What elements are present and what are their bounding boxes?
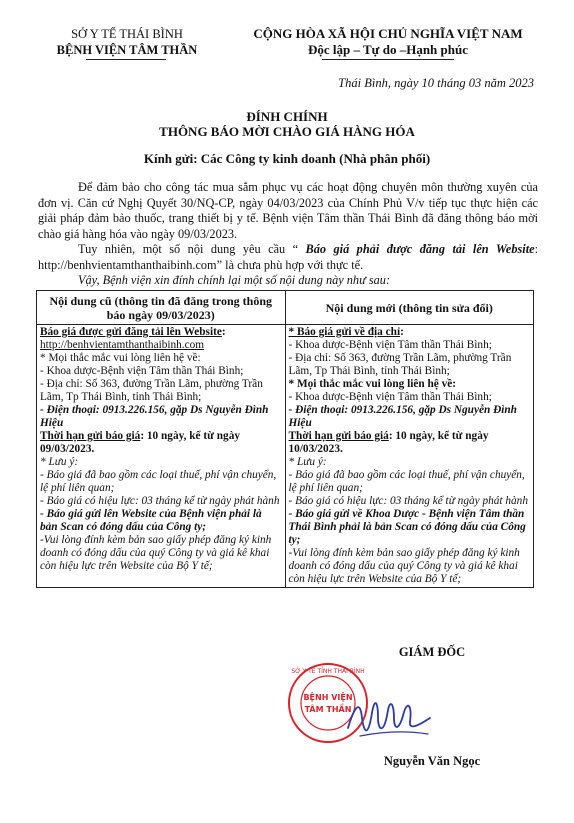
old-line-4: - Khoa dược-Bệnh viện Tâm thần Thái Bình; (40, 365, 244, 377)
new-line-1b: : (400, 326, 404, 338)
new-line-5: - Khoa dược-Bệnh viện Tâm thần Thái Bình; (288, 391, 492, 403)
old-line-3: * Mọi thắc mắc vui lòng liên hệ về: (40, 352, 201, 364)
signatory-title: GIÁM ĐỐC (398, 645, 466, 659)
table-row (37, 325, 534, 588)
new-line-7b: : 10 ngày, kể từ ngày 10/03/2023. (288, 430, 489, 455)
stamp-text-2: TÂM THẦN (304, 705, 352, 714)
document-title: ĐÍNH CHÍNH (246, 109, 328, 124)
addressee: Kính gửi: Các Công ty kinh doanh (Nhà phân phối) (143, 151, 431, 166)
paragraph-3-text: Vậy, Bệnh viện xin đính chính lại một số nội dung này như sau: (78, 273, 391, 287)
paragraph-2-link: : http://benhvientamthanthaibinh.com” (38, 242, 538, 272)
new-line-9: - Báo giá đã bao gồm các loại thuế, phí vận chuyển, lệ phí liên quan; (288, 469, 525, 494)
new-line-6: - Điện thoại: 0913.226.156, gặp Ds Nguyễn Đình Hiệu (288, 404, 517, 429)
old-content-cell (37, 325, 286, 588)
new-line-8: * Lưu ý: (288, 456, 327, 468)
old-line-11: - Báo giá gửi lên Website của Bệnh viện phải là bản Scan có đóng dấu của Công ty; (40, 508, 262, 533)
old-line-9: - Báo giá đã bao gồm các loại thuế, phí vận chuyển, lệ phí liên quan; (40, 469, 277, 494)
new-line-2: - Khoa dược-Bệnh viện Tâm thần Thái Bình; (288, 339, 492, 351)
old-line-12: -Vui lòng đính kèm bản sao giấy phép đăng ký kinh doanh có đóng dấu của quý Công ty và giá kê khai còn hiệu lực trên Website của Bộ Y tế; (40, 534, 272, 572)
new-line-4: * Mọi thắc mắc vui lòng liên hệ về: (288, 378, 457, 390)
paragraph-2-pre: Tuy nhiên, một số nội dung yêu cầu “ (78, 242, 299, 256)
paragraph-1 (38, 180, 538, 242)
correction-table (36, 290, 534, 588)
organization-header (22, 26, 232, 58)
new-line-3: - Địa chỉ: Số 363, đường Trần Lãm, phường Trần Lãm, Tp Thái Bình, tỉnh Thái Bình; (288, 352, 512, 377)
paragraph-3 (38, 273, 538, 289)
stamp-ring-text: SỞ Y TẾ TỈNH THÁI BÌNH (291, 668, 365, 675)
new-line-10: - Báo giá có hiệu lực: 03 tháng kể từ ngày phát hành (288, 495, 528, 507)
signatory-name: Nguyễn Văn Ngọc (383, 754, 481, 768)
old-line-6: - Điện thoại: 0913.226.156, gặp Ds Nguyễn Đình Hiệu (40, 404, 269, 429)
old-line-1: Báo giá được gửi đăng tải lên Website (40, 326, 222, 338)
nation-name: CỘNG HÒA XÃ HỘI CHỦ NGHĨA VIỆT NAM (253, 26, 523, 41)
header-underline-right (322, 59, 454, 60)
old-line-7a: Thời hạn gửi báo giá (40, 430, 141, 442)
old-line-8: * Lưu ý: (40, 456, 79, 468)
handwritten-signature (340, 688, 440, 748)
table-header-row (37, 291, 534, 325)
old-line-10: - Báo giá có hiệu lực: 03 tháng kể từ ngày phát hành (40, 495, 280, 507)
old-line-1b: : (221, 326, 226, 338)
old-website-link[interactable]: http://benhvientamthanthaibinh.com (40, 339, 205, 351)
paragraph-2 (38, 242, 538, 273)
old-line-5: - Địa chỉ: Số 363, đường Trần Lãm, phường Trần Lãm, Tp Thái Bình, tỉnh Thái Bình; (40, 378, 263, 403)
new-content-cell (285, 325, 534, 588)
new-line-1a: * Báo giá gửi về địa chỉ (288, 326, 401, 338)
col-old-header: Nội dung cũ (thông tin đã đăng trong thông báo ngày 09/03/2023) (37, 291, 286, 325)
new-line-11: - Báo giá gửi về Khoa Dược - Bệnh viện Tâm thần Thái Bình phải là bản Scan có đóng dấu của Công ty; (288, 508, 526, 546)
paragraph-1-text: Để đảm bảo cho công tác mua sắm phục vụ các hoạt động chuyên môn thường xuyên của đơn vị. Căn cứ Nghị Quyết 30/NQ-CP, ngày 04/03/2023 của Chính Phủ V/v tiếp tục thực hiện các giải pháp đảm bảo thuốc, trang thiết bị y tế. Bệnh viện Tâm thần Thái Bình đã đăng thông báo mời chào giá hàng hóa vào ngày 09/03/2023. (38, 180, 538, 241)
paragraph-2-quote: Báo giá phải được đăng tải lên Website (298, 242, 535, 256)
new-line-12: -Vui lòng đính kèm bản sao giấy phép đăng ký kinh doanh có đóng dấu của quý Công ty và giá kê khai còn hiệu lực trên Website của Bộ Y tế; (288, 547, 520, 585)
national-header (218, 26, 558, 58)
national-motto: Độc lập – Tự do –Hạnh phúc (308, 42, 468, 57)
hospital-name: BỆNH VIỆN TÂM THẦN (56, 43, 198, 57)
new-line-7a: Thời hạn gửi báo giá (288, 430, 389, 442)
old-line-7b: : 10 ngày, kể từ ngày 09/03/2023. (40, 430, 240, 455)
stamp-text-1: BỆNH VIỆN (303, 693, 353, 702)
header-underline-left (86, 59, 166, 60)
paragraph-2-post: là chưa phù hợp với thực tế. (222, 257, 364, 272)
document-subtitle: THÔNG BÁO MỜI CHÀO GIÁ HÀNG HÓA (159, 124, 415, 139)
department-name: SỞ Y TẾ THÁI BÌNH (71, 27, 183, 41)
col-new-header: Nội dung mới (thông tin sửa đổi) (285, 291, 534, 325)
document-date: Thái Bình, ngày 10 tháng 03 năm 2023 (338, 76, 534, 90)
